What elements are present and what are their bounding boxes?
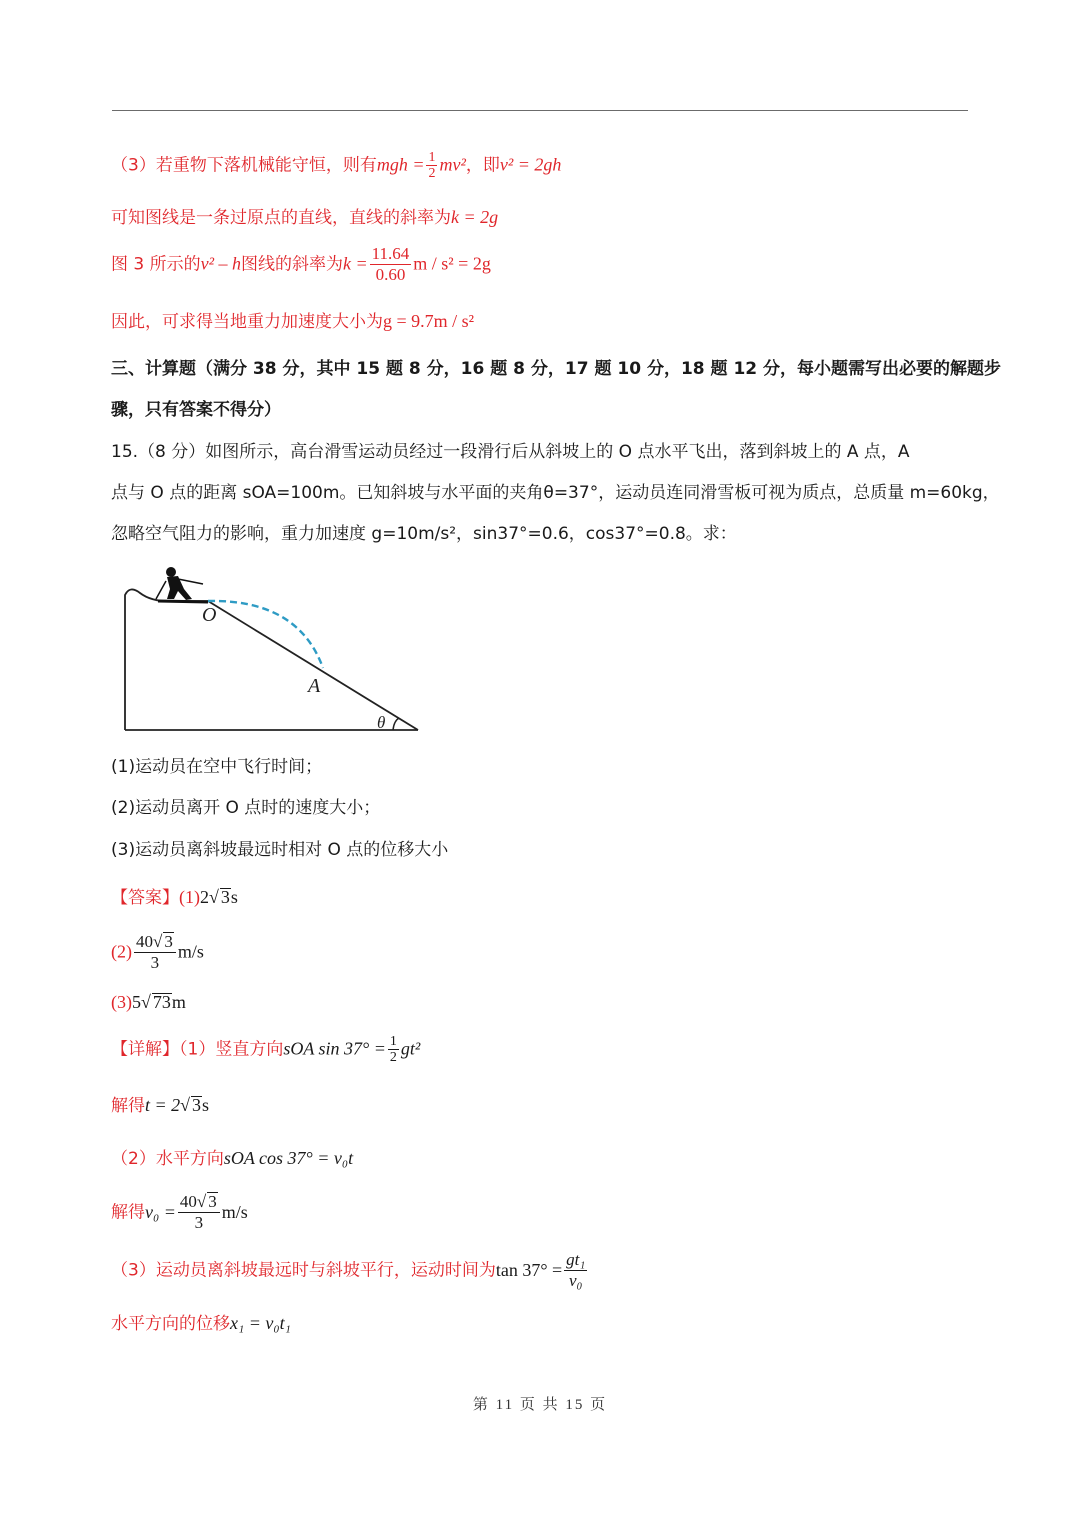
detail-text-1: （1）竖直方向	[179, 1039, 284, 1060]
fraction-half	[426, 150, 437, 181]
eq-mv2: mv²	[439, 154, 466, 175]
frac-num: 11.64	[371, 244, 410, 263]
frac-den: 0.60	[375, 265, 406, 284]
hill-outline	[125, 589, 208, 730]
sol3-text-4: 图 3 所示的	[111, 254, 201, 275]
eq-soa-cos: sOA cos 37° = v₀t	[223, 1148, 354, 1168]
answer-1-label: (1)	[179, 887, 200, 907]
answer-3-unit: m	[171, 992, 186, 1012]
skier-icon	[156, 567, 208, 602]
slope-line	[208, 601, 418, 730]
frac-den: 2	[389, 1050, 397, 1065]
detail-line1	[111, 1034, 420, 1065]
ski-slope-diagram	[118, 563, 428, 738]
eq-t: t = 2	[145, 1095, 181, 1115]
fraction-gt1-v0	[564, 1250, 587, 1291]
answer-line2	[111, 932, 204, 973]
eq-mgh: mgh =	[376, 154, 425, 175]
label-a: A	[308, 675, 321, 697]
eq-x1: x₁ = v₀t₁	[230, 1313, 291, 1333]
frac-num-radicand: 3	[208, 1192, 217, 1211]
fraction-v0: $\frac{40√ 3}{3}$	[178, 1192, 220, 1233]
fraction-half	[388, 1034, 399, 1065]
detail-text-5: （3）运动员离斜坡最远时与斜坡平行，运动时间为	[111, 1260, 496, 1281]
eq-soa-sin: sOA sin 37° =	[283, 1038, 386, 1059]
frac-num-coef: 40	[179, 1192, 197, 1211]
sol3-text-6: 因此，可求得当地重力加速度大小为	[111, 312, 383, 332]
sol3-text-5: 图线的斜率为	[241, 254, 344, 275]
answer-2-unit: m/s	[177, 941, 204, 962]
label-theta: θ	[377, 713, 386, 732]
eq-g-value: g = 9.7m / s²	[383, 311, 475, 331]
section-heading-line2: 骤，只有答案不得分）	[111, 400, 281, 420]
frac-den: v₀	[569, 1271, 583, 1290]
eq-gt2: gt²	[400, 1038, 421, 1059]
answer-3-radicand: 73	[152, 992, 171, 1012]
sol3-text-1: （3）若重物下落机械能守恒，则有	[111, 155, 377, 176]
sol3-line3	[111, 244, 491, 285]
detail-text-6: 水平方向的位移	[111, 1314, 230, 1334]
sol3-line2	[111, 205, 498, 230]
eq-tan37: tan 37° =	[495, 1259, 563, 1280]
detail-text-2: 解得	[111, 1096, 145, 1116]
q15-ask-2: (2)运动员离开 O 点时的速度大小；	[111, 798, 381, 818]
frac-num-coef: 40	[136, 932, 153, 951]
eq-v2-h: v² – h	[200, 253, 242, 274]
sol3-text-3: 可知图线是一条过原点的直线，直线的斜率为	[111, 208, 451, 228]
detail-tag: 【详解】	[111, 1039, 179, 1060]
fraction-slope	[370, 244, 412, 285]
eq-k: k =	[343, 253, 368, 274]
sol3-line1	[111, 150, 561, 181]
frac-num: 1	[428, 150, 436, 165]
header-rule	[112, 110, 968, 111]
frac-num: 1	[389, 1034, 397, 1049]
eq-v2-2gh: v² = 2gh	[499, 154, 562, 175]
detail-line5	[111, 1250, 589, 1291]
frac-den: 3	[150, 953, 160, 972]
eq-unit-2g: m / s² = 2g	[413, 253, 491, 274]
q15-paragraph-2: 点与 O 点的距离 sOA=100m。已知斜坡与水平面的夹角θ=37°，运动员连同滑雪板可视为质点，总质量 m=60kg，	[111, 483, 1000, 503]
angle-arc	[393, 718, 399, 730]
frac-num-radicand: 3	[164, 932, 173, 951]
q15-paragraph-1: 15.（8 分）如图所示，高台滑雪运动员经过一段滑行后从斜坡上的 O 点水平飞出，落到斜坡上的 A 点，A	[111, 442, 910, 462]
answer-1-unit: s	[230, 887, 238, 907]
eq-t-unit: s	[202, 1095, 210, 1115]
eq-k-2g: k = 2g	[451, 207, 499, 227]
detail-line4	[111, 1192, 248, 1233]
answer-2-label: (2)	[111, 941, 132, 962]
answer-3-label: (3)	[111, 992, 132, 1012]
q15-ask-3: (3)运动员离斜坡最远时相对 O 点的位移大小	[111, 840, 449, 860]
section-heading-line1: 三、计算题（满分 38 分，其中 15 题 8 分，16 题 8 分，17 题 10 分，18 题 12 分，每小题需写出必要的解题步	[111, 359, 1002, 379]
detail-text-4: 解得	[111, 1202, 145, 1223]
label-o: O	[202, 604, 217, 626]
eq-v0: v₀ =	[145, 1201, 176, 1222]
answer-3-coef: 5	[132, 992, 141, 1012]
sol3-text-2: ，即	[465, 155, 500, 176]
page-footer: 第 11 页 共 15 页	[472, 1397, 608, 1413]
eq-v0-unit: m/s	[221, 1201, 248, 1222]
q15-paragraph-3: 忽略空气阻力的影响，重力加速度 g=10m/s²，sin37°=0.6，cos37°=0.8。求：	[111, 524, 737, 544]
answer-tag: 【答案】	[111, 888, 179, 908]
frac-den: 3	[194, 1213, 204, 1232]
detail-line3	[111, 1146, 353, 1171]
answer-2-fraction: $\frac{40√ 3}{3}$	[134, 932, 176, 973]
eq-t-radicand: 3	[192, 1095, 202, 1115]
frac-den: 2	[428, 166, 436, 181]
answer-1-radicand: 3	[220, 887, 230, 907]
detail-line6	[111, 1311, 291, 1336]
frac-num: gt₁	[566, 1250, 586, 1269]
detail-text-3: （2）水平方向	[111, 1149, 224, 1169]
sol3-line4	[111, 309, 474, 334]
answer-1-coef: 2	[200, 887, 209, 907]
detail-line2: 解得t = 2√ 3s	[111, 1095, 210, 1116]
answer-line1: 【答案】(1)2√ 3s	[111, 887, 238, 908]
q15-ask-1: (1)运动员在空中飞行时间；	[111, 757, 323, 777]
answer-line3: (3)5√ 73m	[111, 992, 186, 1012]
